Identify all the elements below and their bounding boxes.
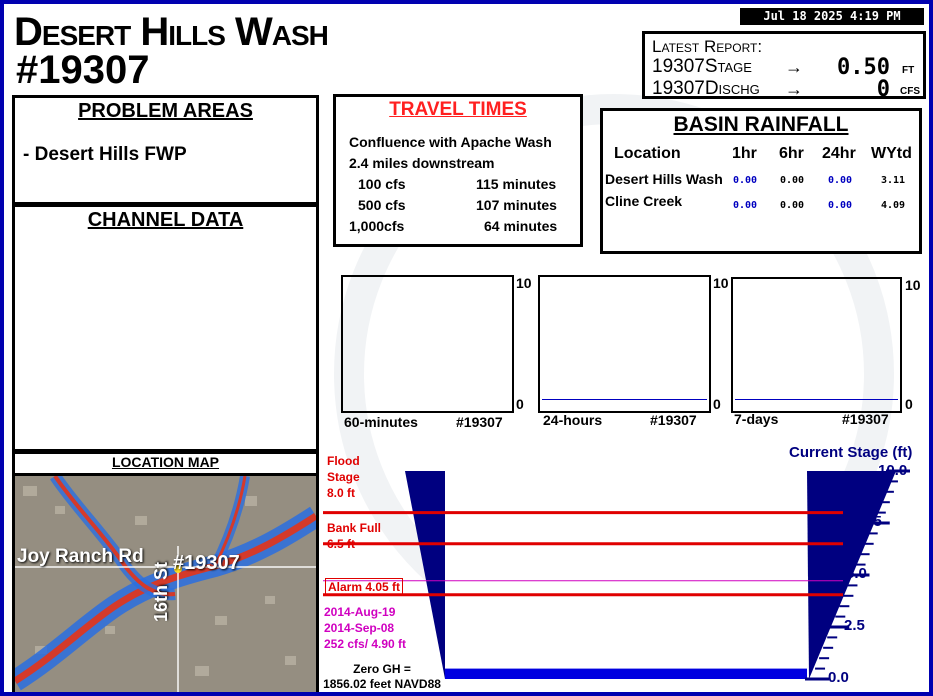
rain-2-1hr: 0.00 (733, 200, 758, 211)
mini-chart-24hr-level-line (542, 399, 707, 400)
gauge-channel (445, 471, 807, 679)
rain-location-2: Cline Creek (605, 193, 683, 209)
mini-chart-60min-gage: #19307 (456, 414, 503, 430)
bank-full-label: Bank Full 6.5 ft (327, 521, 382, 551)
gauge-left-bank (405, 471, 445, 679)
travel-time-1: 115 minutes (476, 176, 557, 192)
rain-col-6hr: 6hr (779, 145, 804, 162)
mini-chart-60min[interactable] (341, 275, 514, 413)
mini-chart-7day-ymax: 10 (905, 277, 921, 293)
problem-areas-panel (12, 95, 319, 205)
rain-col-wytd: WYtd (871, 145, 912, 162)
mini-chart-60min-period: 60-minutes (344, 414, 418, 430)
mini-chart-7day-period: 7-days (734, 411, 779, 427)
rain-2-24hr: 0.00 (828, 200, 853, 211)
basin-rainfall-panel (600, 108, 922, 254)
rain-1-1hr: 0.00 (733, 175, 758, 186)
gauge-tick-5: 5.0 (846, 565, 867, 582)
gauge-tick-0: 0.0 (828, 669, 849, 686)
stage-gauge-graphic[interactable] (323, 444, 933, 694)
discharge-label: 19307Dischg (652, 78, 760, 99)
travel-flow-3: 1,000cfs (349, 218, 405, 234)
mini-chart-24hr[interactable] (538, 275, 711, 413)
rain-1-6hr: 0.00 (780, 175, 805, 186)
stage-gauge (323, 444, 933, 694)
basin-rainfall-title: BASIN RAINFALL (673, 113, 849, 136)
latest-report-panel (642, 31, 926, 102)
rain-2-wytd: 4.09 (881, 200, 906, 211)
travel-time-3: 64 minutes (484, 218, 558, 234)
gauge-tick-7-5: 7.5 (861, 513, 882, 530)
latest-report-title: Latest Report: (652, 37, 763, 56)
rain-2-6hr: 0.00 (780, 200, 805, 211)
travel-flow-1: 100 cfs (358, 176, 406, 192)
mini-chart-24hr-period: 24-hours (543, 412, 603, 428)
travel-distance: 2.4 miles downstream (349, 155, 495, 171)
map-road-16th-st: 16th St (151, 561, 171, 622)
stage-value: 0.50 (837, 55, 890, 80)
rain-col-1hr: 1hr (732, 145, 757, 162)
channel-data-panel (12, 204, 319, 452)
rain-location-1: Desert Hills Wash (605, 171, 723, 187)
discharge-arrow-icon: → (785, 79, 803, 99)
map-road-joy-ranch: Joy Ranch Rd (17, 546, 144, 567)
timestamp: Jul 18 2025 4:19 PM (740, 8, 924, 25)
rain-col-24hr: 24hr (822, 145, 856, 162)
location-map-title: LOCATION MAP (15, 454, 316, 476)
travel-times-title: TRAVEL TIMES (389, 99, 527, 120)
discharge-unit: CFS (900, 86, 920, 97)
location-map-panel (12, 451, 319, 696)
problem-areas-title: PROBLEM AREAS (78, 100, 253, 122)
discharge-value: 0 (876, 77, 890, 102)
gauge-tick-10: 10.0 (878, 462, 908, 479)
travel-destination: Confluence with Apache Wash (349, 134, 552, 150)
map-gage-label: #19307 (173, 552, 240, 574)
gage-id-title: #19307 (16, 48, 150, 92)
gauge-water-level (445, 669, 807, 679)
mini-chart-24hr-ymin: 0 (713, 396, 721, 412)
stage-arrow-icon: → (785, 57, 803, 77)
gauge-tick-2-5: 2.5 (844, 617, 865, 634)
rain-1-wytd: 3.11 (881, 175, 906, 186)
mini-chart-60min-ymax: 10 (516, 275, 532, 291)
mini-chart-24hr-gage: #19307 (650, 412, 697, 428)
rain-col-location: Location (614, 145, 681, 162)
stage-unit: FT (902, 65, 915, 76)
history-event: 2014-Aug-19 2014-Sep-08 252 cfs/ 4.90 ft (324, 605, 407, 651)
mini-chart-24hr-ymax: 10 (713, 275, 729, 291)
gauge-title: Current Stage (ft) (789, 444, 913, 461)
rain-1-24hr: 0.00 (828, 175, 853, 186)
flood-stage-label: Flood Stage 8.0 ft (327, 454, 360, 500)
alarm-label: Alarm 4.05 ft (325, 578, 403, 595)
mini-chart-7day-ymin: 0 (905, 396, 913, 412)
mini-chart-7day-level-line (735, 399, 898, 400)
page-title: Desert Hills Wash (14, 10, 328, 54)
travel-flow-2: 500 cfs (358, 197, 406, 213)
travel-time-2: 107 minutes (476, 197, 557, 213)
travel-times-panel (333, 94, 583, 247)
channel-data-title: CHANNEL DATA (87, 209, 244, 231)
problem-area-item: - Desert Hills FWP (23, 144, 187, 165)
zero-gh-datum: Zero GH = 1856.02 feet NAVD88 (323, 662, 441, 691)
stage-label: 19307Stage (652, 56, 752, 77)
mini-chart-7day-gage: #19307 (842, 411, 889, 427)
mini-chart-7day[interactable] (731, 277, 902, 413)
mini-chart-60min-ymin: 0 (516, 396, 524, 412)
